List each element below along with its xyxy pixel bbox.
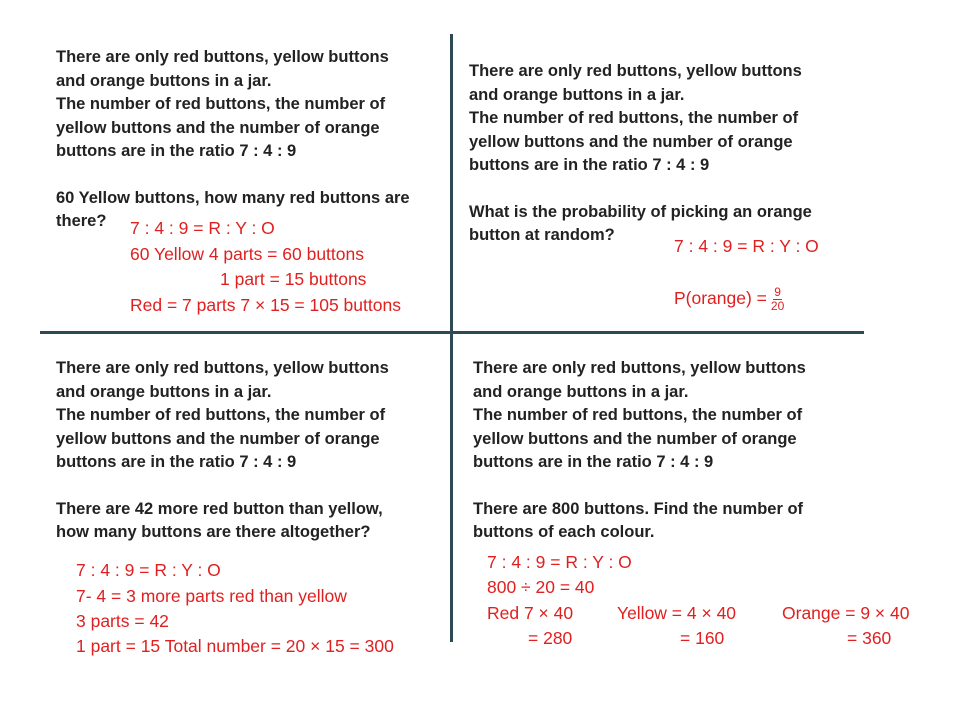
q3-text-line3: The number of red buttons, the number of: [56, 406, 386, 424]
q4-step1: 800 ÷ 20 = 40: [487, 577, 595, 597]
q4-text-line5: buttons are in the ratio 7 : 4 : 9: [473, 453, 714, 471]
q3-ratio: 7 : 4 : 9 = R : Y : O: [76, 560, 221, 580]
q1-text-line4: yellow buttons and the number of orange: [56, 118, 380, 137]
q2-text-line1: There are only red buttons, yellow buttons: [469, 62, 802, 80]
q2-prob-label: P(orange) =: [674, 288, 767, 309]
horizontal-divider: [40, 331, 864, 334]
q3-question-line2: how many buttons are there altogether?: [56, 523, 371, 541]
q1-text-line5: buttons are in the ratio 7 : 4 : 9: [56, 142, 297, 160]
q1-step1: 60 Yellow 4 parts = 60 buttons: [130, 244, 364, 264]
q2-text-line3: The number of red buttons, the number of: [469, 109, 799, 127]
q4-orange-value: = 360: [847, 628, 892, 648]
q1-step3: Red = 7 parts 7 × 15 = 105 buttons: [130, 295, 401, 315]
q2-question: [469, 60, 812, 248]
q1-ratio: 7 : 4 : 9 = R : Y : O: [130, 218, 275, 238]
q2-text-line5: buttons are in the ratio 7 : 4 : 9: [469, 156, 710, 174]
vertical-divider: [450, 34, 453, 642]
q4-text-line1: There are only red buttons, yellow buttons: [473, 359, 806, 377]
q4-question: [473, 357, 806, 545]
q2-text-line4: yellow buttons and the number of orange: [469, 132, 793, 151]
q4-question-line1: There are 800 buttons. Find the number of: [473, 499, 804, 518]
q4-red-expr: Red 7 × 40: [487, 603, 574, 623]
q1-question-line1: 60 Yellow buttons, how many red buttons are: [56, 188, 410, 207]
q4-text-line2: and orange buttons in a jar.: [473, 382, 689, 401]
q2-ratio: 7 : 4 : 9 = R : Y : O: [674, 236, 819, 256]
q4-yellow-value: = 160: [680, 628, 725, 648]
q3-question: [56, 357, 389, 545]
q4-ratio: 7 : 4 : 9 = R : Y : O: [487, 552, 632, 572]
q3-text-line4: yellow buttons and the number of orange: [56, 429, 380, 448]
q2-question-line1: What is the probability of picking an orange: [469, 202, 812, 221]
q1-text-line1: There are only red buttons, yellow buttons: [56, 48, 389, 66]
q3-text-line5: buttons are in the ratio 7 : 4 : 9: [56, 453, 297, 471]
q1-text-line3: The number of red buttons, the number of: [56, 95, 386, 113]
q1-question: [56, 46, 410, 234]
q1-step2: 1 part = 15 buttons: [220, 269, 367, 289]
q1-question-line2: there?: [56, 212, 107, 230]
q4-red-value: = 280: [528, 628, 573, 648]
q3-step1: 7- 4 = 3 more parts red than yellow: [76, 586, 347, 606]
q2-prob-fraction: [771, 286, 784, 313]
q3-step3: 1 part = 15 Total number = 20 × 15 = 300: [76, 636, 394, 656]
q4-question-line2: buttons of each colour.: [473, 523, 655, 541]
q2-question-line2: button at random?: [469, 226, 615, 244]
q2-probability: [674, 286, 784, 313]
q3-step2: 3 parts = 42: [76, 611, 169, 631]
q2-prob-numerator: 9: [774, 285, 781, 299]
q4-yellow-expr: Yellow = 4 × 40: [617, 603, 737, 623]
q3-text-line2: and orange buttons in a jar.: [56, 382, 272, 401]
q4-orange-expr: Orange = 9 × 40: [782, 603, 910, 623]
q1-text-line2: and orange buttons in a jar.: [56, 71, 272, 90]
q2-prob-denominator: 20: [770, 299, 785, 313]
q4-text-line3: The number of red buttons, the number of: [473, 406, 803, 424]
q3-text-line1: There are only red buttons, yellow buttons: [56, 359, 389, 377]
q3-question-line1: There are 42 more red button than yellow,: [56, 499, 383, 518]
q2-text-line2: and orange buttons in a jar.: [469, 85, 685, 104]
q4-text-line4: yellow buttons and the number of orange: [473, 429, 797, 448]
